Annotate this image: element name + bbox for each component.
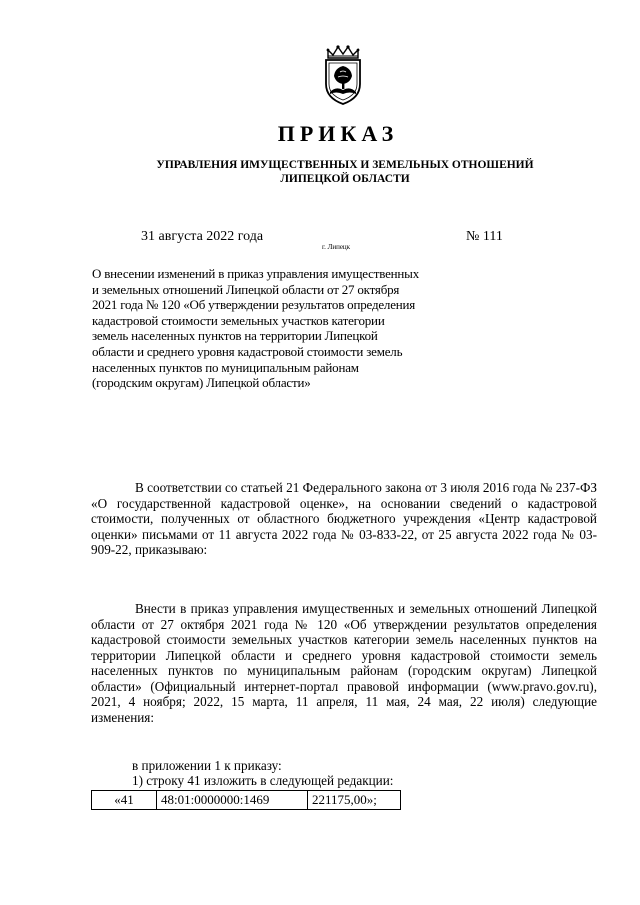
document-number: № 111: [466, 229, 503, 244]
document-subject: О внесении изменений в приказ управления имущественных и земельных отношений Липецкой области от 27 октября 2021 года № 120 «Об утверждении результатов определения кадастровой стоимости земельных участков категории земель населенных пунктов на территории Липецкой области и среднего уровня кадастровой стоимости земель населенных пунктов по муниципальным районам (городским округам) Липецкой области»: [92, 266, 419, 391]
department-name: [100, 158, 590, 186]
document-date: 31 августа 2022 года: [141, 229, 264, 244]
department-line-1: УПРАВЛЕНИЯ ИМУЩЕСТВЕННЫХ И ЗЕМЕЛЬНЫХ ОТНОШЕНИЙ: [156, 159, 534, 171]
table-cell-cadastral-number: 48:01:0000000:1469: [157, 791, 308, 810]
row-change-line: 1) строку 41 изложить в следующей редакции:: [132, 773, 394, 788]
table-cell-value: 221175,00»;: [308, 791, 401, 810]
document-title: ПРИКАЗ: [277, 121, 399, 146]
order-paragraph: Внести в приказ управления имущественных и земельных отношений Липецкой области от 27 октября 2021 года № 120 «Об утверждении результатов определения кадастровой стоимости земельных участков категории земель населенных пунктов на территории Липецкой области и среднего уровня кадастровой стоимости земель населенных пунктов по муниципальным районам (городским округам) Липецкой области» (Официальный интернет-портал правовой информации (www.pravo.gov.ru), 2021, 4 ноября; 2022, 15 марта, 11 апреля, 11 мая, 24 мая, 22 июля) следующие изменения:: [91, 601, 597, 725]
lipetsk-coat-of-arms-icon: [318, 44, 368, 106]
table-cell-row-number: «41: [92, 791, 157, 810]
appendix-line: в приложении 1 к приказу:: [132, 758, 282, 773]
table-row: [92, 791, 401, 810]
department-line-2: ЛИПЕЦКОЙ ОБЛАСТИ: [280, 173, 410, 185]
cadastral-table: [91, 790, 401, 810]
document-city: г. Липецк: [322, 243, 351, 251]
preamble-paragraph: В соответствии со статьей 21 Федерального закона от 3 июля 2016 года № 237-ФЗ «О государственной кадастровой оценке», на основании сведений о кадастровой стоимости, полученных от областного бюджетного учреждения «Центр кадастровой оценки» письмами от 11 августа 2022 года № 03-833-22, от 25 августа 2022 года № 03-909-22, приказываю:: [91, 480, 597, 557]
